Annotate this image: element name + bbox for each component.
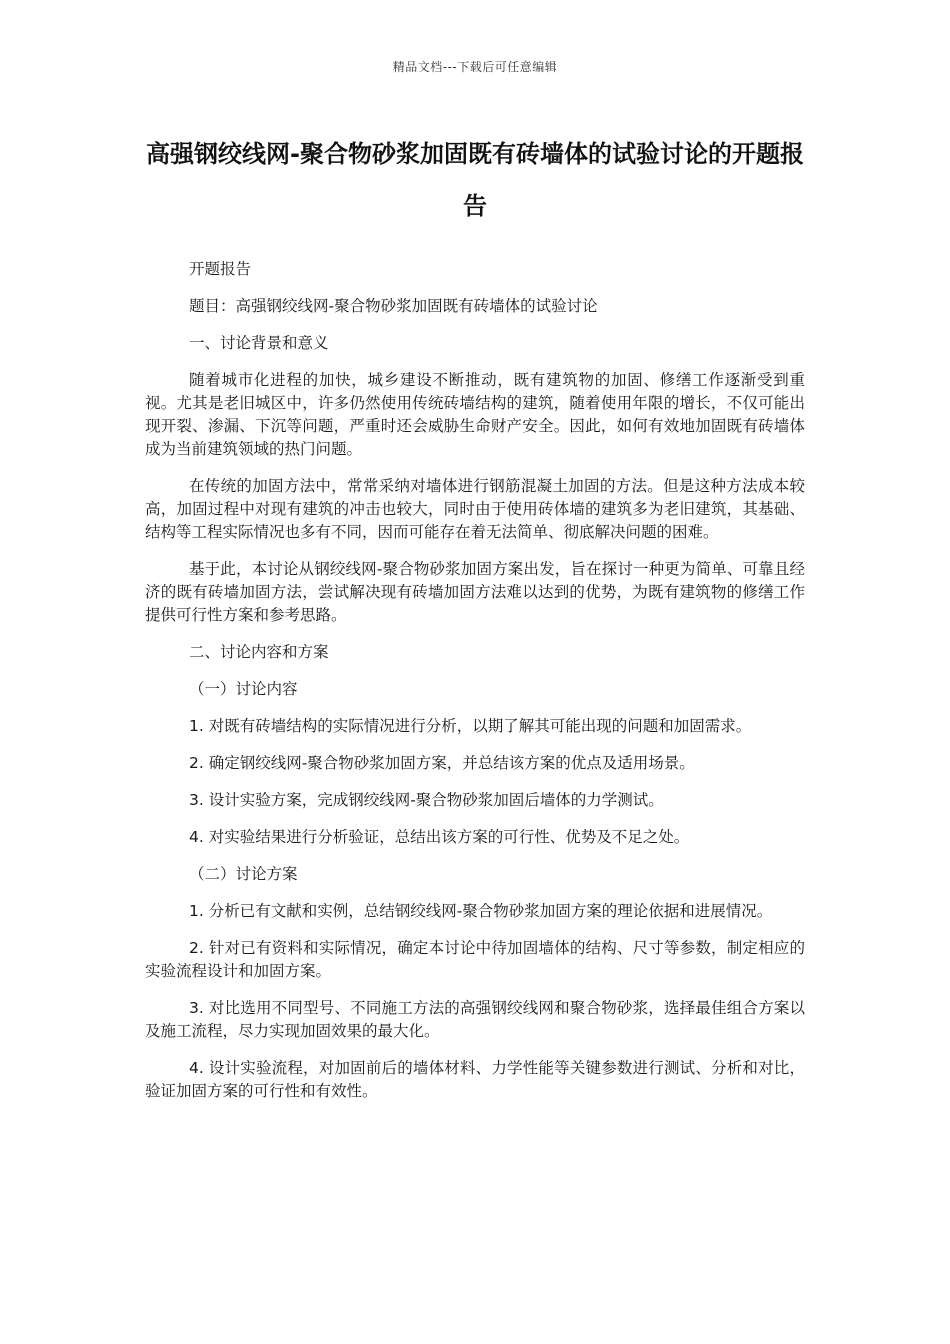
section-heading-background: 一、讨论背景和意义 [189, 334, 329, 352]
list-item: 1. 对既有砖墙结构的实际情况进行分析，以期了解其可能出现的问题和加固需求。 [189, 717, 752, 735]
paragraph: 随着城市化进程的加快，城乡建设不断推动，既有建筑物的加固、修缮工作逐渐受到重视。尤其是老旧城区中，许多仍然使用传统砖墙结构的建筑，随着使用年限的增长，不仅可能出现开裂、渗漏、下沉等问题，严重时还会威胁生命财产安全。因此，如何有效地加固既有砖墙体成为当前建筑领域的热门问题。 [145, 371, 805, 458]
section-heading-content-plan: 二、讨论内容和方案 [189, 643, 329, 661]
document-title: 高强钢绞线网-聚合物砂浆加固既有砖墙体的试验讨论的开题报告 [146, 140, 804, 220]
document-body [145, 258, 805, 1117]
list-item: 2. 针对已有资料和实际情况，确定本讨论中待加固墙体的结构、尺寸等参数，制定相应的实验流程设计和加固方案。 [145, 939, 805, 980]
list-item: 1. 分析已有文献和实例，总结钢绞线网-聚合物砂浆加固方案的理论依据和进展情况。 [189, 902, 773, 920]
list-item: 4. 对实验结果进行分析验证，总结出该方案的可行性、优势及不足之处。 [189, 828, 690, 846]
subsection-heading-plan: （二）讨论方案 [189, 865, 298, 883]
paragraph: 基于此，本讨论从钢绞线网-聚合物砂浆加固方案出发，旨在探讨一种更为简单、可靠且经济的既有砖墙加固方法，尝试解决现有砖墙加固方法难以达到的优势，为既有建筑物的修缮工作提供可行性方案和参考思路。 [145, 560, 805, 624]
list-item: 4. 设计实验流程，对加固前后的墙体材料、力学性能等关键参数进行测试、分析和对比，验证加固方案的可行性和有效性。 [145, 1059, 805, 1100]
list-item: 2. 确定钢绞线网-聚合物砂浆加固方案，并总结该方案的优点及适用场景。 [189, 754, 695, 772]
report-label: 开题报告 [189, 260, 252, 278]
header-note: 精品文档---下载后可任意编辑 [392, 60, 558, 74]
topic-line: 题目：高强钢绞线网-聚合物砂浆加固既有砖墙体的试验讨论 [189, 297, 598, 315]
subsection-heading-content: （一）讨论内容 [189, 680, 298, 698]
list-item: 3. 设计实验方案，完成钢绞线网-聚合物砂浆加固后墙体的力学测试。 [189, 791, 664, 809]
list-item: 3. 对比选用不同型号、不同施工方法的高强钢绞线网和聚合物砂浆，选择最佳组合方案以及施工流程，尽力实现加固效果的最大化。 [145, 999, 805, 1040]
paragraph: 在传统的加固方法中，常常采纳对墙体进行钢筋混凝土加固的方法。但是这种方法成本较高，加固过程中对现有建筑的冲击也较大，同时由于使用砖体墙的建筑多为老旧建筑，其基础、结构等工程实际情况也多有不同，因而可能存在着无法简单、彻底解决问题的困难。 [145, 477, 805, 541]
